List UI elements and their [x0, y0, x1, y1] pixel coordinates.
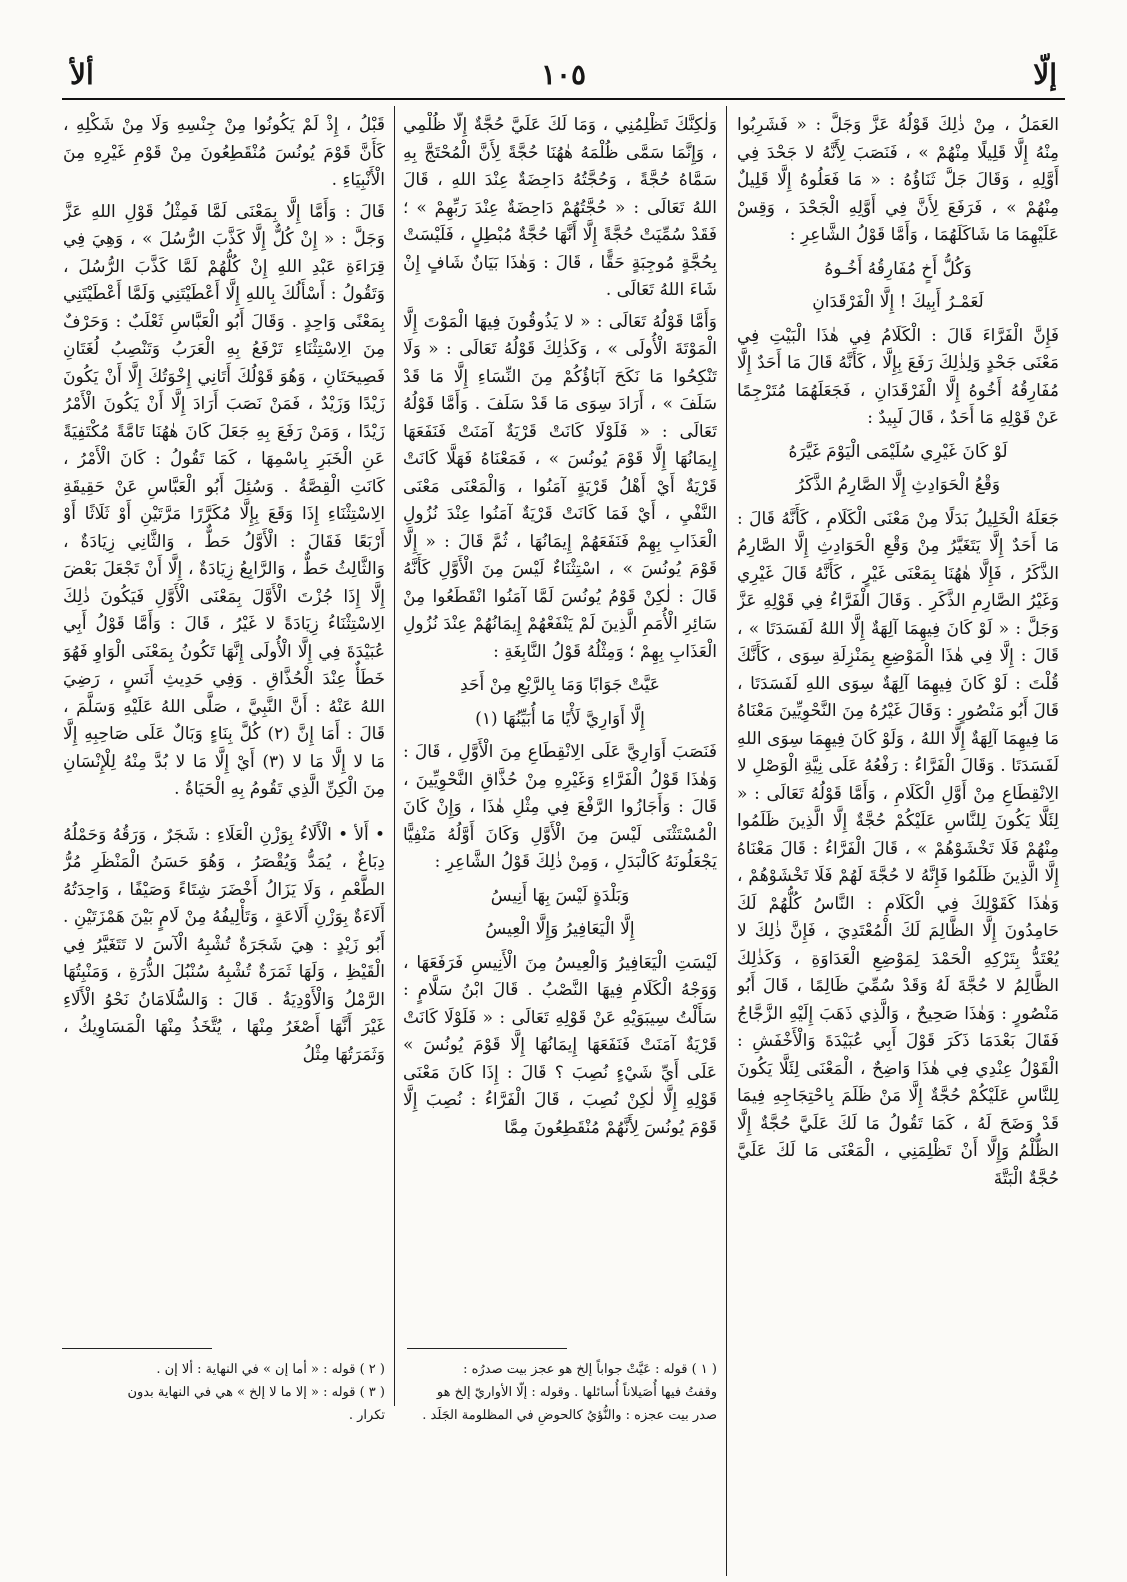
verse-line: عَيَّتْ جَوَابًا وَمَا بِالرَّبْعِ مِنْ أَحَدِ [460, 675, 660, 695]
verse-line: وَقْعُ الْحَوَادِثِ إِلَّا الصَّارِمُ الذَّكَرُ [795, 475, 1001, 495]
verse-line: لَعَمْـرُ أَبِيكَ ! إِلَّا الْفَرْقَدَانِ [812, 292, 984, 312]
header-rule [62, 98, 1065, 100]
running-head-right: إلّا [1033, 58, 1057, 91]
column-left [63, 112, 385, 1342]
column-divider [726, 106, 727, 1576]
page-header [62, 58, 1065, 100]
footnotes-middle [403, 1358, 717, 1427]
paragraph: لَيْسَتِ الْيَعَافِيرُ وَالْعِيسُ مِنَ الْأَنِيسِ فَرَفَعَهَا ، وَوَجْهُ الْكَلَامِ فِيهَا النَّصْبُ . قَالَ ابْنُ سَلَّامٍ : سَأَلْتُ سِيبَوَيْهِ عَنْ قَوْلِهِ تَعَالَى : « فَلَوْلَا كَانَتْ قَرْيَةٌ آمَنَتْ فَنَفَعَهَا إِيمَانُهَا إِلَّا قَوْمَ يُونُسَ » عَلَى أَيِّ شَيْءٍ نُصِبَ ؟ قَالَ : إِذَا كَانَ مَعْنَى قَوْلِهِ إِلَّا لٰكِنْ نُصِبَ ، قَالَ الْفَرَّاءُ : نُصِبَ إِلَّا قَوْمَ يُونُسَ لِأَنَّهُمْ مُنْقَطِعُونَ مِمَّا [403, 952, 717, 1138]
verse-line: وَبَلْدَةٍ لَيْسَ بِهَا أَنِيسُ [490, 885, 630, 906]
verse-line: إِلَّا أَوَارِيَّ لَأْيًا مَا أُبَيِّنُهَا (١) [475, 708, 645, 729]
paragraph: فَنَصَبَ أَوَارِيَّ عَلَى الِانْقِطَاعِ مِنَ الْأَوَّلِ ، قَالَ : وَهٰذَا قَوْلُ الْفَرَّاءِ وَغَيْرِهِ مِنْ حُذَّاقِ النَّحْوِيِّينَ ، قَالَ : وَأَجَازُوا الرَّفْعَ فِي مِثْلِ هٰذَا ، وَإِنْ كَانَ الْمُسْتَثْنَى لَيْسَ مِنَ الْأَوَّلِ وَكَانَ أَوَّلُهُ مَنْفِيًّا يَجْعَلُونَهُ كَالْبَدَلِ ، وَمِنْ ذٰلِكَ قَوْلُ الشَّاعِرِ : [403, 742, 717, 872]
footnote: تكرار . [348, 1408, 385, 1423]
page-number: ١٠٥ [540, 58, 587, 91]
footnote: ( ٢ ) قوله : « أما إن » في النهاية : ألا إن . [156, 1362, 385, 1377]
column-right [737, 112, 1059, 1467]
verse-line: إِلَّا الْيَعَافِيرُ وَإِلَّا الْعِيسُ [485, 919, 635, 939]
footnote-rule [407, 1348, 567, 1349]
verse-line: وَكُلُّ أَخٍ مُفَارِقُهُ أَخُـوهُ [824, 258, 972, 279]
column-middle [403, 112, 717, 1342]
footnote: ( ٣ ) قوله : « إلا ما لا إلخ » هي في النهاية بدون [127, 1385, 385, 1400]
running-head-left: ألأ [70, 58, 94, 91]
verse-line: لَوْ كَانَ غَيْرِي سُلَيْمَى الْيَوْمَ غَيَّرَهُ [788, 441, 1008, 462]
footnote: صدر بيت عجزه : والنُّؤيُ كالحوضِ في المظلومة الجَلَد . [422, 1408, 717, 1423]
footnote: وقفتُ فيها أُصَيلاناً أُسائلها . وقوله : إلّا الأواريّ إلخ هو [436, 1385, 717, 1400]
paragraph: جَعَلَهُ الْخَلِيلُ بَدَلًا مِنْ مَعْنَى الْكَلَامِ ، كَأَنَّهُ قَالَ : مَا أَحَدٌ إِلَّا يَتَغَيَّرُ مِنْ وَقْعِ الْحَوَادِثِ إِلَّا الصَّارِمُ الذَّكَرُ ، فَإِلَّا هٰهُنَا بِمَعْنَى غَيْرٍ ، كَأَنَّهُ قَالَ غَيْرِي وَغَيْرُ الصَّارِمِ الذَّكَرِ . وَقَالَ الْفَرَّاءُ فِي قَوْلِهِ عَزَّ وَجَلَّ : « لَوْ كَانَ فِيهِمَا آلِهَةٌ إِلَّا اللهُ لَفَسَدَتَا » ، قَالَ : إِلَّا فِي هٰذَا الْمَوْضِعِ بِمَنْزِلَةِ سِوَى ، كَأَنَّكَ قُلْتَ : لَوْ كَانَ فِيهِمَا آلِهَةٌ سِوَى اللهِ لَفَسَدَتَا ، قَالَ أَبُو مَنْصُورٍ : وَقَالَ غَيْرُهُ مِنَ النَّحْوِيِّينَ مَعْنَاهُ مَا فِيهِمَا آلِهَةٌ إِلَّا اللهُ ، وَلَوْ كَانَ فِيهِمَا سِوَى اللهِ لَفَسَدَتَا . وَقَالَ الْفَرَّاءُ : رَفْعُهُ عَلَى نِيَّةِ الْوَصْلِ لا الِانْقِطَاعِ مِنْ أَوَّلِ الْكَلَامِ ، وَأَمَّا قَوْلُهُ تَعَالَى : « لِئَلَّا يَكُونَ لِلنَّاسِ عَلَيْكُمْ حُجَّةٌ إِلَّا الَّذِينَ ظَلَمُوا مِنْهُمْ فَلَا تَخْشَوْهُمْ » ، قَالَ الْفَرَّاءُ : قَالَ مَعْنَاهُ إِلَّا الَّذِينَ ظَلَمُوا فَإِنَّهُ لا حُجَّةَ لَهُمْ فَلَا تَخْشَوْهُمْ ، وَهٰذَا كَقَوْلِكَ فِي الْكَلَامِ : النَّاسُ كُلُّهُمْ لَكَ حَامِدُونَ إِلَّا الظَّالِمَ لَكَ الْمُعْتَدِيَ ، فَإِنَّ ذٰلِكَ لا يُعْتَدُّ بِتَرْكِهِ الْحَمْدَ لِمَوْضِعِ الْعَدَاوَةِ ، وَكَذٰلِكَ الظَّالِمُ لا حُجَّةَ لَهُ وَقَدْ سُمِّيَ ظَالِمًا ، قَالَ أَبُو مَنْصُورٍ : وَهٰذَا صَحِيحٌ ، وَالَّذِي ذَهَبَ إِلَيْهِ الزَّجَّاجُ فَقَالَ بَعْدَمَا ذَكَرَ قَوْلَ أَبِي عُبَيْدَةَ وَالْأَخْفَشِ : الْقَوْلُ عِنْدِي فِي هٰذَا وَاضِحٌ ، الْمَعْنَى لِئَلَّا يَكُونَ لِلنَّاسِ عَلَيْكُمْ حُجَّةٌ إِلَّا مَنْ ظَلَمَ بِاحْتِجَاجِهِ فِيمَا قَدْ وَضَحَ لَهُ ، كَمَا تَقُولُ مَا لَكَ عَلَيَّ حُجَّةٌ إِلَّا الظُّلْمُ وَإِلَّا أَنْ تَظْلِمَنِي ، الْمَعْنَى مَا لَكَ عَلَيَّ حُجَّةٌ الْبَتَّةَ [737, 508, 1059, 1189]
paragraph: العَمَلُ ، مِنْ ذٰلِكَ قَوْلُهُ عَزَّ وَجَلَّ : « فَشَرِبُوا مِنْهُ إِلَّا قَلِيلًا مِنْهُمْ » ، فَنَصَبَ لِأَنَّهُ لا جَحْدَ فِي أَوَّلِهِ ، وَقَالَ جَلَّ ثَنَاؤُهُ : « مَا فَعَلُوهُ إِلَّا قَلِيلٌ مِنْهُمْ » ، فَرَفَعَ لِأَنَّ فِي أَوَّلِهِ الْجَحْدَ ، وَقِسْ عَلَيْهِمَا مَا شَاكَلَهُمَا ، وَأَمَّا قَوْلُ الشَّاعِرِ : [737, 115, 1059, 245]
entry-ala: • أَلأ • الْأَلَاءُ بِوَزْنِ الْعَلَاءِ : شَجَرٌ ، وَرَقُهُ وَحَمْلُهُ دِبَاغٌ ، يُمَدُّ وَيُقْصَرُ ، وَهُوَ حَسَنُ الْمَنْظَرِ مُرُّ الطَّعْمِ ، وَلَا يَزَالُ أَخْضَرَ شِتَاءً وَصَيْفًا ، وَاحِدَتُهُ أَلَاءَةٌ بِوَزْنِ أَلَاعَةٍ ، وَتَأْلِيفُهُ مِنْ لَامٍ بَيْنَ هَمْزَتَيْنِ . أَبُو زَيْدٍ : هِيَ شَجَرَةٌ تُشْبِهُ الْآسَ لا تَتَغَيَّرُ فِي الْقَيْظِ ، وَلَهَا ثَمَرَةٌ تُشْبِهُ سُنْبُلَ الذُّرَةِ ، وَمَنْبِتُهَا الرَّمْلُ وَالْأَوْدِيَةُ . قَالَ : وَالسُّلَامَانُ نَحْوُ الْأَلَاءِ غَيْرَ أَنَّهَا أَصْغَرُ مِنْهَا ، يُتَّخَذُ مِنْهَا الْمَسَاوِيكُ ، وَثَمَرَتُهَا مِثْلُ [63, 824, 385, 1065]
footnote-rule [62, 1348, 212, 1349]
paragraph: قَبْلُ ، إِذْ لَمْ يَكُونُوا مِنْ جِنْسِهِ وَلَا مِنْ شَكْلِهِ ، كَأَنَّ قَوْمَ يُونُسَ مُنْقَطِعُونَ مِنْ قَوْمِ غَيْرِهِ مِنَ الْأَنْبِيَاءِ . [63, 115, 385, 190]
column-divider [394, 106, 395, 1406]
paragraph: وَأَمَّا قَوْلُهُ تَعَالَى : « لا يَذُوقُونَ فِيهَا الْمَوْتَ إِلَّا الْمَوْتَةَ الْأُولَى » ، وَكَذٰلِكَ قَوْلُهُ تَعَالَى : « وَلَا تَنْكِحُوا مَا نَكَحَ آبَاؤُكُمْ مِنَ النِّسَاءِ إِلَّا مَا قَدْ سَلَفَ » ، أَرَادَ سِوَى مَا قَدْ سَلَفَ . وَأَمَّا قَوْلُهُ تَعَالَى : « فَلَوْلَا كَانَتْ قَرْيَةٌ آمَنَتْ فَنَفَعَهَا إِيمَانُهَا إِلَّا قَوْمَ يُونُسَ » ، فَمَعْنَاهُ فَهَلَّا كَانَتْ قَرْيَةٌ أَيْ أَهْلُ قَرْيَةٍ آمَنُوا ، وَالْمَعْنَى مَعْنَى النَّفْيِ ، أَيْ فَمَا كَانَتْ قَرْيَةٌ آمَنُوا عِنْدَ نُزُولِ الْعَذَابِ بِهِمْ فَنَفَعَهُمْ إِيمَانُهَا ، ثُمَّ قَالَ : « إِلَّا قَوْمَ يُونُسَ » ، اسْتِثْنَاءٌ لَيْسَ مِنَ الْأَوَّلِ كَأَنَّهُ قَالَ : لٰكِنْ قَوْمُ يُونُسَ لَمَّا آمَنُوا انْقَطَعُوا مِنْ سَائِرِ الْأُمَمِ الَّذِينَ لَمْ يَنْفَعْهُمْ إِيمَانُهُمْ عِنْدَ نُزُولِ الْعَذَابِ بِهِمْ ؛ وَمِثْلُهُ قَوْلُ النَّابِغَةِ : [403, 311, 717, 662]
paragraph: وَلٰكِنَّكَ تَظْلِمُنِي ، وَمَا لَكَ عَلَيَّ حُجَّةٌ إِلَّا ظُلْمِي ، وَإِنَّمَا سَمَّى ظُلْمَهُ هٰهُنَا حُجَّةً لِأَنَّ الْمُحْتَجَّ بِهِ سَمَّاهُ حُجَّةً ، وَحُجَّتُهُ دَاحِضَةٌ عِنْدَ اللهِ ، قَالَ اللهُ تَعَالَى : « حُجَّتُهُمْ دَاحِضَةٌ عِنْدَ رَبِّهِمْ » ؛ فَقَدْ سُمِّيَتْ حُجَّةً إِلَّا أَنَّهَا حُجَّةٌ مُبْطِلٍ ، فَلَيْسَتْ بِحُجَّةٍ مُوجِبَةٍ حَقًّا ، قَالَ : وَهٰذَا بَيَانٌ شَافٍ إِنْ شَاءَ اللهُ تَعَالَى . [403, 115, 717, 300]
paragraph: قَالَ : وَأَمَّا إِلَّا بِمَعْنَى لَمَّا فَمِثْلُ قَوْلِ اللهِ عَزَّ وَجَلَّ : « إِنْ كُلٌّ إِلَّا كَذَّبَ الرُّسُلَ » ، وَهِيَ فِي قِرَاءَةِ عَبْدِ اللهِ إِنْ كُلُّهُمْ لَمَّا كَذَّبَ الرُّسُلَ ، وَتَقُولُ : أَسْأَلُكَ بِاللهِ إِلَّا أَعْطَيْتَنِي وَلَمَّا أَعْطَيْتَنِي بِمَعْنًى وَاحِدٍ . وَقَالَ أَبُو الْعَبَّاسِ ثَعْلَبٌ : وَحَرْفٌ مِنَ الِاسْتِثْنَاءِ تَرْفَعُ بِهِ الْعَرَبُ وَتَنْصِبُ لُغَتَانِ فَصِيحَتَانِ ، وَهُوَ قَوْلُكَ أَتَانِي إِخْوَتُكَ إِلَّا أَنْ يَكُونَ زَيْدًا وَزَيْدٌ ، فَمَنْ نَصَبَ أَرَادَ إِلَّا أَنْ يَكُونَ الْأَمْرُ زَيْدًا ، وَمَنْ رَفَعَ بِهِ جَعَلَ كَانَ هٰهُنَا تَامَّةً مُكْتَفِيَةً عَنِ الْخَبَرِ بِاسْمِهَا ، كَمَا تَقُولُ : كَانَ الْأَمْرُ ، كَانَتِ الْقِصَّةُ . وَسُئِلَ أَبُو الْعَبَّاسِ عَنْ حَقِيقَةِ الِاسْتِثْنَاءِ إِذَا وَقَعَ بِإِلَّا مُكَرَّرًا مَرَّتَيْنِ أَوْ ثَلَاثًا أَوْ أَرْبَعًا فَقَالَ : الْأَوَّلُ حَطٌّ ، وَالثَّانِي زِيَادَةٌ ، وَالثَّالِثُ حَطٌّ ، وَالرَّابِعُ زِيَادَةٌ ، إِلَّا أَنْ تَجْعَلَ بَعْضَ إِلَّا إِذَا جُزْتَ الْأَوَّلَ بِمَعْنَى الْأَوَّلِ فَيَكُونَ ذٰلِكَ الِاسْتِثْنَاءُ زِيَادَةً لا غَيْرُ ، قَالَ : وَأَمَّا قَوْلُ أَبِي عُبَيْدَةَ فِي إِلَّا الْأُولَى إِنَّهَا تَكُونُ بِمَعْنَى الْوَاوِ فَهُوَ خَطَأٌ عِنْدَ الْحُذَّاقِ . وَفِي حَدِيثِ أَنَسٍ ، رَضِيَ اللهُ عَنْهُ : أَنَّ النَّبِيَّ ، صَلَّى اللهُ عَلَيْهِ وَسَلَّمَ ، قَالَ : أَمَا إِنَّ (٢) كُلَّ بِنَاءٍ وَبَالٌ عَلَى صَاحِبِهِ إِلَّا مَا لا إِلَّا مَا لا (٣) أَيْ إِلَّا مَا لا بُدَّ مِنْهُ لِلْإِنْسَانِ مِنَ الْكِنِّ الَّذِي تَقُومُ بِهِ الْحَيَاةُ . [63, 201, 385, 799]
paragraph: فَإِنَّ الْفَرَّاءَ قَالَ : الْكَلَامُ فِي هٰذَا الْبَيْتِ فِي مَعْنَى جَحْدٍ وَلِذٰلِكَ رَفَعَ بِإِلَّا ، كَأَنَّهُ قَالَ مَا أَحَدٌ إِلَّا مُفَارِقُهُ أَخُوهُ إِلَّا الْفَرْقَدَانِ ، فَجَعَلَهُمَا مُتَرْجِمًا عَنْ قَوْلِهِ مَا أَحَدٌ ، قَالَ لَبِيدٌ : [737, 325, 1059, 428]
footnotes-left [63, 1358, 385, 1427]
footnote: ( ١ ) قوله : عَيَّتْ جواباً إلخ هو عجز بيت صدرُه : [463, 1362, 717, 1377]
